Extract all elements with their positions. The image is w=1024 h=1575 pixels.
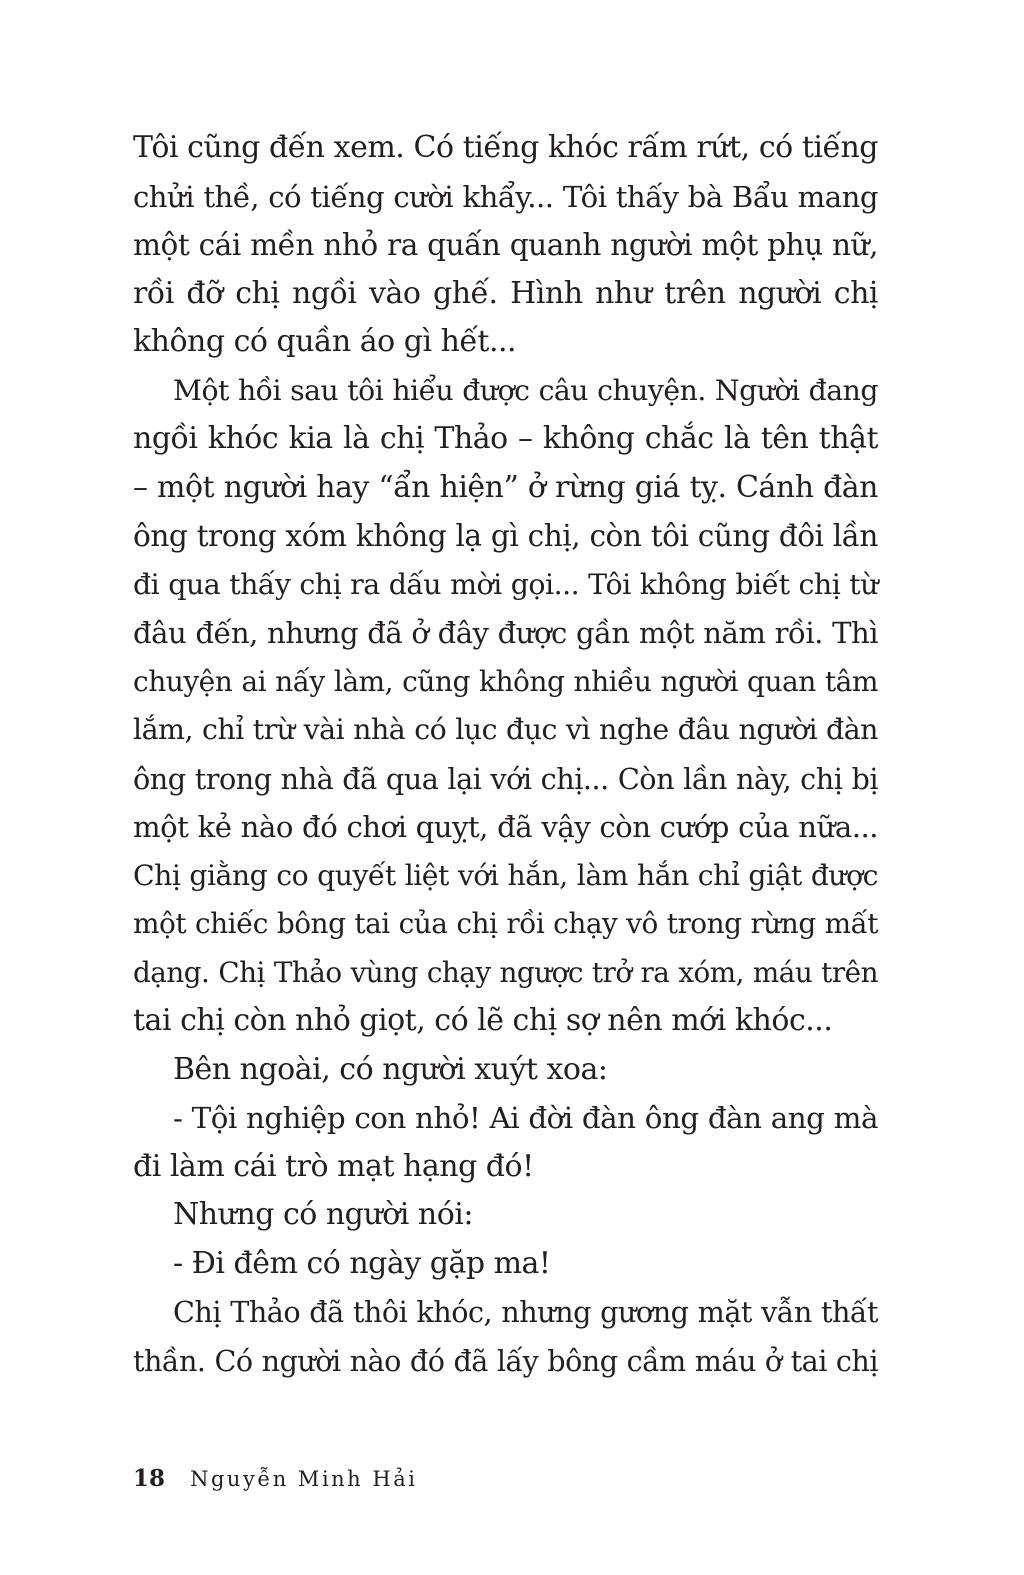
text-line: Bên ngoài, có người xuýt xoa: (173, 1051, 608, 1087)
text-line: một cái mền nhỏ ra quấn quanh người một phụ nữ, (133, 228, 878, 262)
author-name: Nguyễn Minh Hải (190, 1467, 418, 1491)
text-line: đâu đến, nhưng đã ở đây được gần một năm rồi. Thì (133, 616, 878, 650)
text-line: Một hồi sau tôi hiểu được câu chuyện. Người đang (173, 373, 878, 407)
text-line: chuyện ai nấy làm, cũng không nhiều người quan tâm (133, 664, 878, 698)
text-line: dạng. Chị Thảo vùng chạy ngược trở ra xóm, máu trên (133, 955, 878, 989)
text-line: một kẻ nào đó chơi quỵt, đã vậy còn cướp của nữa... (133, 810, 878, 844)
text-line: lắm, chỉ trừ vài nhà có lục đục vì nghe đâu người đàn (133, 713, 878, 746)
text-line: tai chị còn nhỏ giọt, có lẽ chị sợ nên mới khóc... (133, 1003, 833, 1038)
text-line: Chị Thảo đã thôi khóc, nhưng gương mặt vẫn thất (173, 1295, 878, 1329)
text-line: ông trong xóm không lạ gì chị, còn tôi cũng đôi lần (133, 519, 878, 553)
text-line: – một người hay “ẩn hiện” ở rừng giá tỵ. Cánh đàn (133, 469, 878, 505)
page-footer (133, 1464, 417, 1494)
text-line: ngồi khóc kia là chị Thảo – không chắc là tên thật (133, 421, 878, 456)
text-line: thần. Có người nào đó đã lấy bông cầm máu ở tai chị (133, 1343, 878, 1378)
text-line: ông trong nhà đã qua lại với chị... Còn lần này, chị bị (133, 761, 878, 796)
text-line: - Tội nghiệp con nhỏ! Ai đời đàn ông đàn ang mà (173, 1101, 878, 1135)
body-text (133, 124, 878, 1385)
text-line: Tôi cũng đến xem. Có tiếng khóc rấm rứt, có tiếng (133, 130, 878, 165)
text-line: đi làm cái trò mạt hạng đó! (133, 1148, 534, 1184)
page-number: 18 (133, 1465, 166, 1492)
text-line: - Đi đêm có ngày gặp ma! (173, 1245, 551, 1281)
text-line: chửi thề, có tiếng cười khẩy... Tôi thấy bà Bẩu mang (133, 179, 878, 214)
text-line: Chị giằng co quyết liệt với hắn, làm hắn chỉ giật được (133, 858, 878, 892)
text-line: Nhưng có người nói: (173, 1197, 473, 1232)
text-line: không có quần áo gì hết... (133, 324, 517, 359)
text-line: một chiếc bông tai của chị rồi chạy vô trong rừng mất (133, 907, 878, 940)
text-line: đi qua thấy chị ra dấu mời gọi... Tôi không biết chị từ (133, 567, 878, 601)
text-line: rồi đỡ chị ngồi vào ghế. Hình như trên người chị (133, 275, 878, 311)
